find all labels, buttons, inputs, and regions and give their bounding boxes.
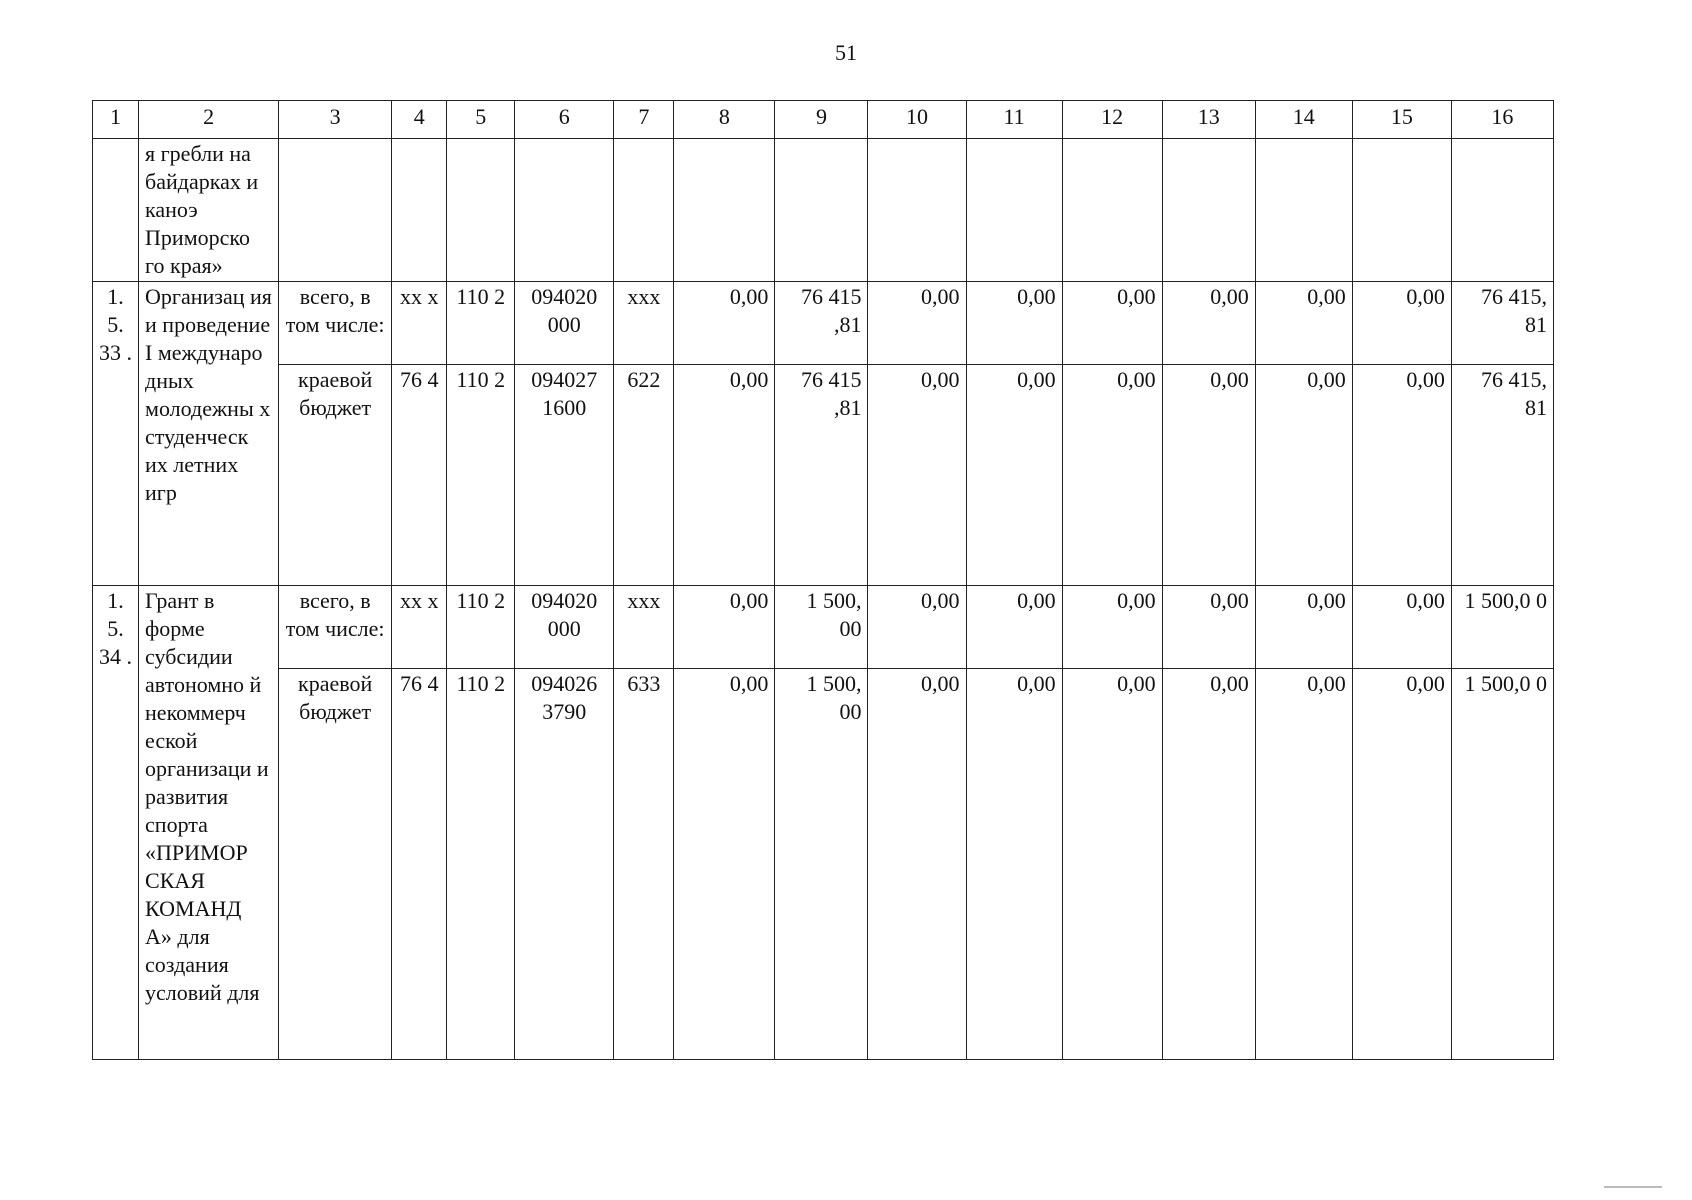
table-cell: 094020 000 — [515, 586, 614, 669]
amount-cell: 0,00 — [1062, 586, 1162, 669]
amount-cell: 0,00 — [1255, 282, 1352, 365]
table-cell — [868, 139, 966, 282]
header-cell: 16 — [1451, 101, 1553, 139]
table-cell — [775, 139, 868, 282]
header-cell: 3 — [279, 101, 392, 139]
header-cell: 15 — [1352, 101, 1451, 139]
header-cell: 6 — [515, 101, 614, 139]
header-cell: 13 — [1162, 101, 1255, 139]
amount-cell: 0,00 — [966, 282, 1062, 365]
table-cell: 110 2 — [447, 282, 515, 365]
amount-cell: 0,00 — [1352, 282, 1451, 365]
amount-cell: 0,00 — [674, 586, 775, 669]
table-cell: 622 — [614, 365, 674, 586]
item-name-cell: я гребли на байдарках и каноэ Приморско го края» — [139, 139, 279, 282]
item-number-cell: 1. 5. 34 . — [93, 586, 139, 1060]
budget-table — [92, 100, 1554, 1060]
header-cell: 1 — [93, 101, 139, 139]
header-cell: 12 — [1062, 101, 1162, 139]
amount-cell: 76 415, 81 — [1451, 282, 1553, 365]
amount-cell: 0,00 — [1162, 365, 1255, 586]
table-cell: 110 2 — [447, 586, 515, 669]
header-cell: 7 — [614, 101, 674, 139]
amount-cell: 0,00 — [868, 365, 966, 586]
amount-cell: 0,00 — [1352, 586, 1451, 669]
table-cell — [1162, 139, 1255, 282]
item-name-cell: Организац ия и проведение I междунаро дных молодежны х студенческ их летних игр — [139, 282, 279, 586]
table-cell — [392, 139, 447, 282]
table-cell — [1352, 139, 1451, 282]
amount-cell: 76 415, 81 — [1451, 365, 1553, 586]
amount-cell: 0,00 — [1062, 669, 1162, 1060]
header-cell: 8 — [674, 101, 775, 139]
amount-cell: 0,00 — [966, 586, 1062, 669]
header-cell: 2 — [139, 101, 279, 139]
amount-cell: 1 500, 00 — [775, 669, 868, 1060]
table-cell: 110 2 — [447, 669, 515, 1060]
table-cell — [279, 139, 392, 282]
table-cell — [515, 139, 614, 282]
amount-cell: 0,00 — [674, 669, 775, 1060]
table-row — [93, 282, 1554, 365]
table-row — [93, 669, 1554, 1060]
amount-cell: 0,00 — [868, 586, 966, 669]
table-cell — [674, 139, 775, 282]
table-cell: 094020 000 — [515, 282, 614, 365]
amount-cell: 0,00 — [1162, 586, 1255, 669]
continuation-row — [93, 139, 1554, 282]
table-cell: 094026 3790 — [515, 669, 614, 1060]
table-cell: хх х — [392, 586, 447, 669]
amount-cell: 0,00 — [1162, 282, 1255, 365]
amount-cell: 0,00 — [674, 282, 775, 365]
amount-cell: 0,00 — [868, 282, 966, 365]
page-number: 51 — [835, 40, 857, 65]
amount-cell: 0,00 — [1255, 669, 1352, 1060]
funding-source-cell: краевой бюджет — [279, 669, 392, 1060]
table-cell: 094027 1600 — [515, 365, 614, 586]
amount-cell: 1 500, 00 — [775, 586, 868, 669]
table-row — [93, 365, 1554, 586]
table-cell — [614, 139, 674, 282]
item-name-cell: Грант в форме субсидии автономно й некоммерч еской организаци и развития спорта «ПРИМОР СКАЯ КОМАНД А» для создания условий для — [139, 586, 279, 1060]
table-cell — [1062, 139, 1162, 282]
header-cell: 11 — [966, 101, 1062, 139]
table-cell: 76 4 — [392, 669, 447, 1060]
header-cell: 4 — [392, 101, 447, 139]
amount-cell: 0,00 — [1162, 669, 1255, 1060]
amount-cell: 0,00 — [1062, 282, 1162, 365]
header-cell: 9 — [775, 101, 868, 139]
header-cell: 14 — [1255, 101, 1352, 139]
amount-cell: 76 415 ,81 — [775, 282, 868, 365]
table-cell — [1451, 139, 1553, 282]
amount-cell: 0,00 — [966, 669, 1062, 1060]
table-cell — [1255, 139, 1352, 282]
amount-cell: 0,00 — [966, 365, 1062, 586]
amount-cell: 76 415 ,81 — [775, 365, 868, 586]
header-cell: 10 — [868, 101, 966, 139]
amount-cell: 1 500,0 0 — [1451, 586, 1553, 669]
amount-cell: 1 500,0 0 — [1451, 669, 1553, 1060]
amount-cell: 0,00 — [868, 669, 966, 1060]
table-cell: 633 — [614, 669, 674, 1060]
item-number-cell: 1. 5. 33 . — [93, 282, 139, 586]
amount-cell: 0,00 — [1062, 365, 1162, 586]
table-cell: хх х — [392, 282, 447, 365]
table-cell — [93, 139, 139, 282]
table-row — [93, 586, 1554, 669]
table-cell — [447, 139, 515, 282]
amount-cell: 0,00 — [674, 365, 775, 586]
funding-source-cell: всего, в том числе: — [279, 282, 392, 365]
table-cell: ххх — [614, 586, 674, 669]
amount-cell: 0,00 — [1255, 586, 1352, 669]
amount-cell: 0,00 — [1352, 669, 1451, 1060]
table-cell: 76 4 — [392, 365, 447, 586]
table-cell: ххх — [614, 282, 674, 365]
table-cell: 110 2 — [447, 365, 515, 586]
header-cell: 5 — [447, 101, 515, 139]
scan-artifact-line — [1604, 1186, 1662, 1188]
funding-source-cell: всего, в том числе: — [279, 586, 392, 669]
funding-source-cell: краевой бюджет — [279, 365, 392, 586]
amount-cell: 0,00 — [1352, 365, 1451, 586]
amount-cell: 0,00 — [1255, 365, 1352, 586]
table-cell — [966, 139, 1062, 282]
table-header-row — [93, 101, 1554, 139]
